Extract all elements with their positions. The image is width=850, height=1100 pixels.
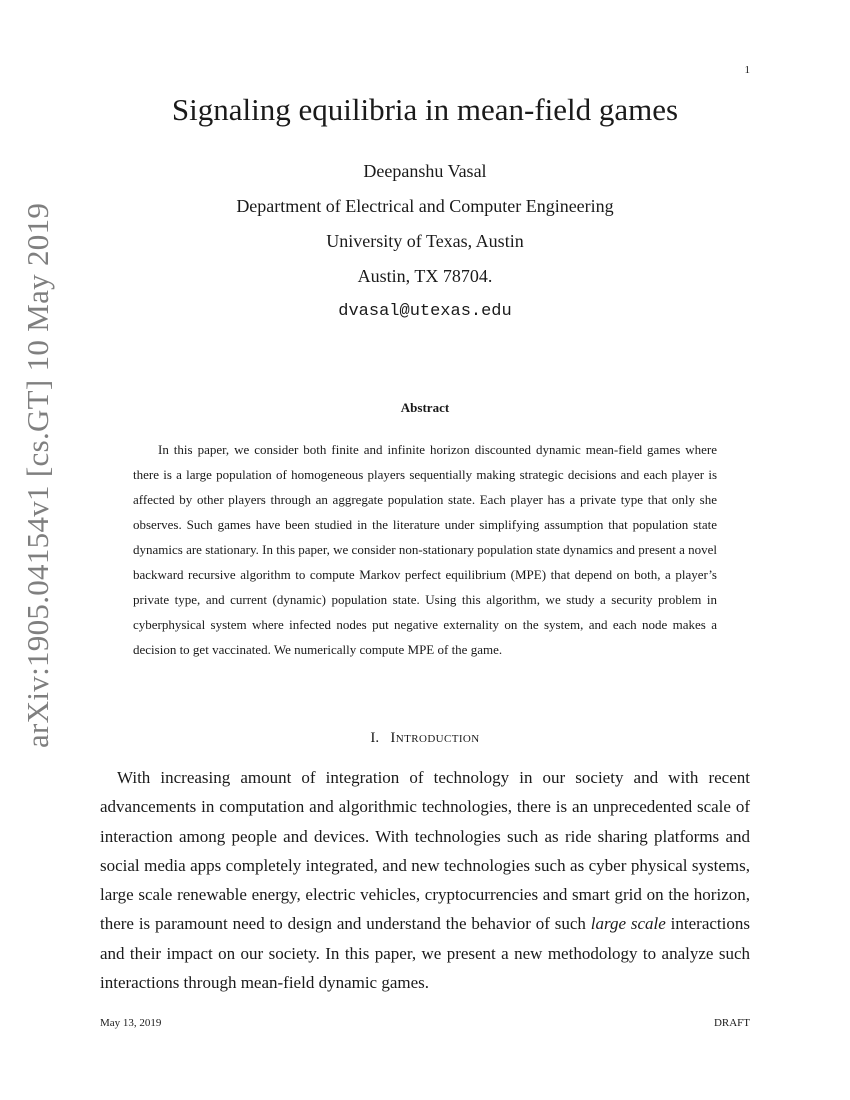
intro-emphasis: large scale [590,914,666,934]
section-heading-introduction [0,730,850,747]
abstract-heading: Abstract [400,400,450,415]
footer-date: May 13, 2019 [100,1017,162,1029]
paper-title: Signaling equilibria in mean-field games [171,92,679,127]
arxiv-identifier-stamp: arXiv:1905.04154v1 [cs.GT] 10 May 2019 [20,202,55,748]
footer-draft-label: DRAFT [713,1017,750,1029]
intro-text-part-1: With increasing amount of integration of technology in our society and with recent advancements in computation and algorithmic technologies, there is an unprecedented scale of interaction among people and devices. With technologies such as ride sharing platforms and social media apps completely integrated, and new technologies such as cyber physical systems, large scale renewable energy, electric vehicles, cryptocurrencies and smart grid on the horizon, there is paramount need to design and understand the behavior of such [100,768,750,934]
page-number: 1 [744,64,750,76]
intro-text-part-2: interactions and their impact on our society. In this paper, we present a new methodology to analyze such interactions through mean-field dynamic games. [100,914,750,993]
author-email: dvasal@utexas.edu [338,302,512,321]
author-department: Department of Electrical and Computer Engineering [236,196,614,216]
author-name: Deepanshu Vasal [363,161,487,181]
section-title: Introduction [390,730,480,746]
author-university: University of Texas, Austin [326,231,524,251]
section-number: I. [370,730,380,746]
introduction-paragraph [100,763,750,997]
abstract-text: In this paper, we consider both finite and infinite horizon discounted dynamic mean-field games where there is a large population of homogeneous players sequentially making strategic decisions and each player is affected by other players through an aggregate population state. Each player has a private type that only she observes. Such games have been studied in the literature under simplifying assumption that population state dynamics are stationary. In this paper, we consider non-stationary population state dynamics and present a novel backward recursive algorithm to compute Markov perfect equilibrium (MPE) that depend on both, a player’s private type, and current (dynamic) population state. Using this algorithm, we study a security problem in cyberphysical system where infected nodes put negative externality on the system, and each node makes a decision to get vaccinated. We numerically compute MPE of the game. [133,442,717,657]
author-city: Austin, TX 78704. [357,266,493,286]
